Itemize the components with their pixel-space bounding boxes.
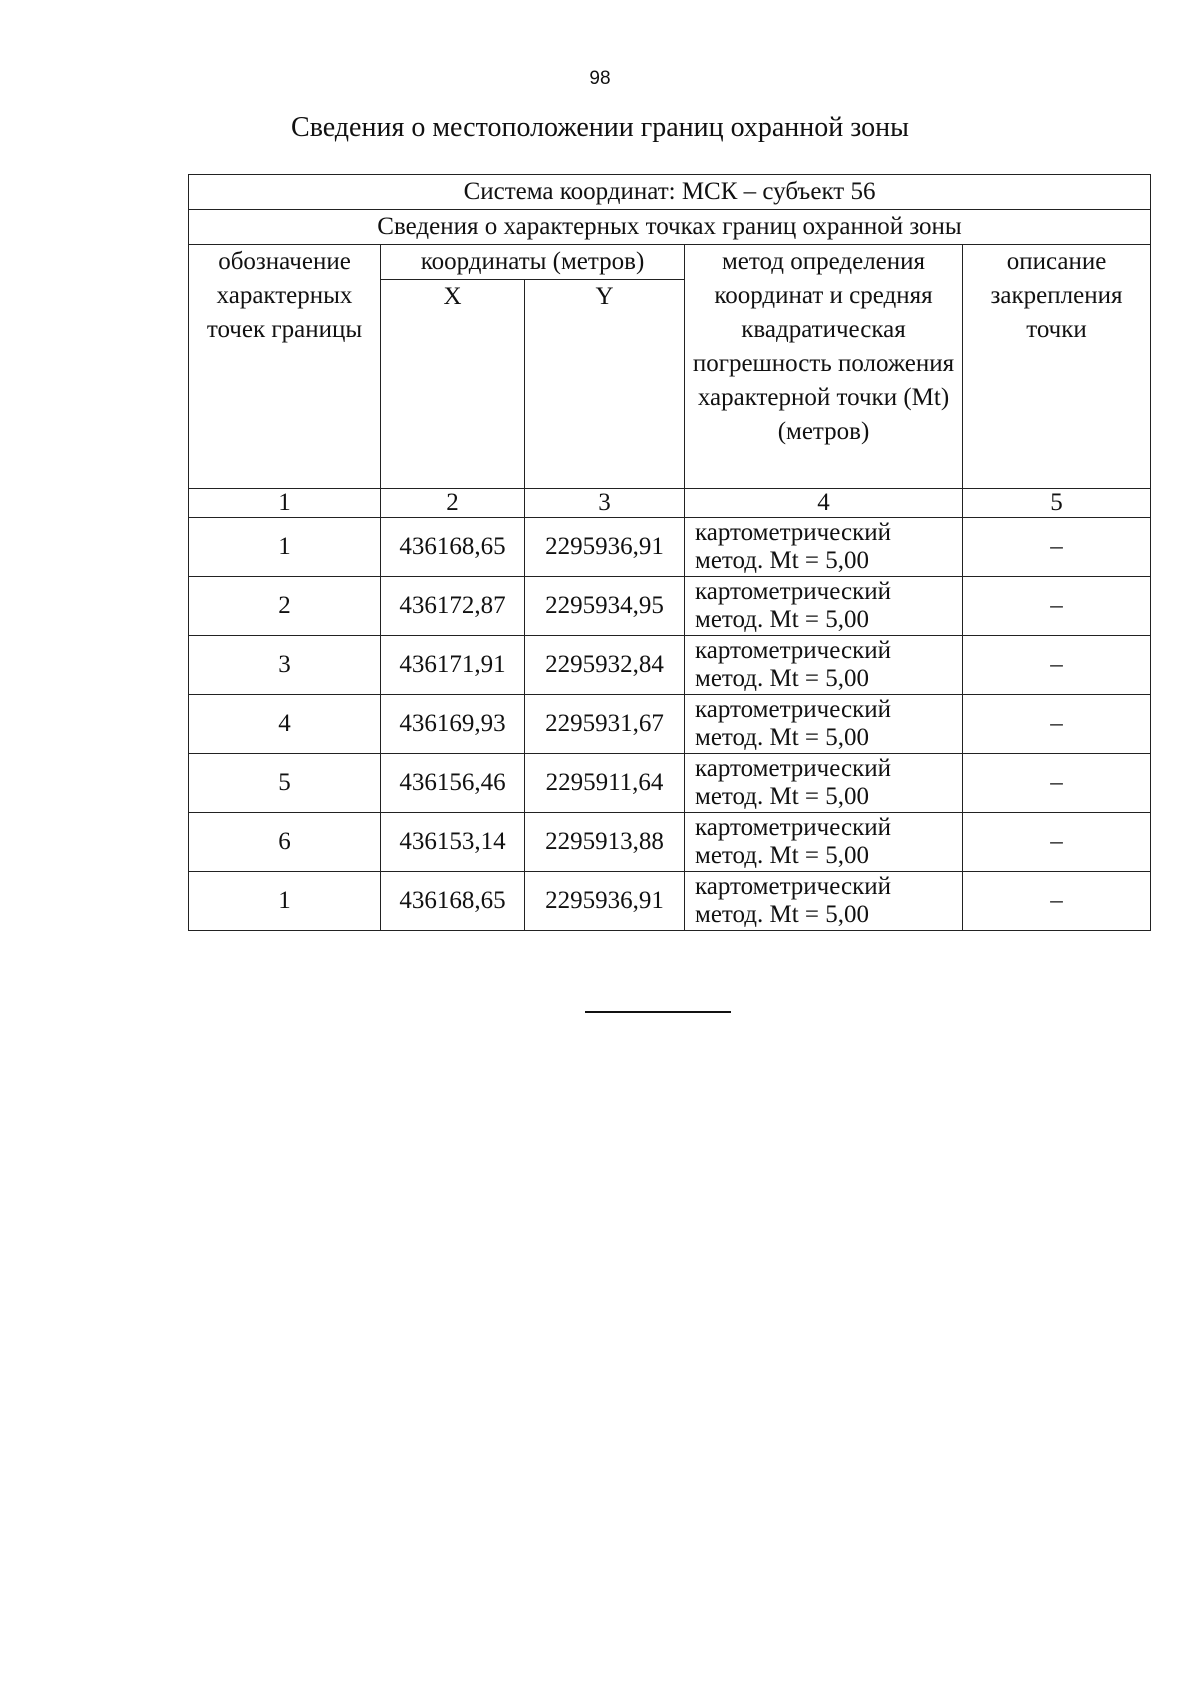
x-cell: 436172,87 — [381, 577, 525, 636]
y-cell: 2295934,95 — [525, 577, 685, 636]
x-cell: 436168,65 — [381, 872, 525, 931]
point-cell: 5 — [189, 754, 381, 813]
method-line: метод. Mt = 5,00 — [695, 783, 870, 810]
table-row — [189, 577, 1151, 636]
column-number: 1 — [189, 489, 381, 518]
method-line: картометрический — [695, 755, 891, 782]
column-number-row — [189, 489, 1151, 518]
table-row — [189, 695, 1151, 754]
method-line: метод. Mt = 5,00 — [695, 901, 870, 928]
description-cell: – — [963, 636, 1151, 695]
header-method: метод определения координат и средняя квадратическая погрешность положения характерной точки (Mt) (метров) — [685, 245, 963, 489]
table-row — [189, 518, 1151, 577]
table-row — [189, 813, 1151, 872]
column-number: 5 — [963, 489, 1151, 518]
header-x: X — [381, 280, 525, 489]
method-cell — [685, 872, 963, 931]
method-line: картометрический — [695, 696, 891, 723]
description-cell: – — [963, 754, 1151, 813]
point-cell: 4 — [189, 695, 381, 754]
header-point-designation: обозначение характерных точек границы — [189, 245, 381, 489]
description-cell: – — [963, 577, 1151, 636]
y-cell: 2295931,67 — [525, 695, 685, 754]
method-line: картометрический — [695, 814, 891, 841]
document-title: Сведения о местоположении границ охранной зоны — [291, 112, 909, 143]
method-line: метод. Mt = 5,00 — [695, 665, 870, 692]
column-number: 3 — [525, 489, 685, 518]
method-line: картометрический — [695, 578, 891, 605]
end-divider — [585, 1011, 731, 1013]
table-row — [189, 872, 1151, 931]
x-cell: 436156,46 — [381, 754, 525, 813]
description-cell: – — [963, 518, 1151, 577]
header-y: Y — [525, 280, 685, 489]
method-line: картометрический — [695, 873, 891, 900]
method-cell — [685, 518, 963, 577]
column-number: 2 — [381, 489, 525, 518]
y-cell: 2295936,91 — [525, 872, 685, 931]
method-line: метод. Mt = 5,00 — [695, 547, 870, 574]
x-cell: 436153,14 — [381, 813, 525, 872]
y-cell: 2295913,88 — [525, 813, 685, 872]
method-cell — [685, 754, 963, 813]
point-cell: 6 — [189, 813, 381, 872]
table-row — [189, 754, 1151, 813]
description-cell: – — [963, 813, 1151, 872]
coord-system-cell: Система координат: МСК – субъект 56 — [189, 175, 1151, 210]
method-cell — [685, 577, 963, 636]
boundary-points-table — [188, 174, 1151, 931]
point-cell: 3 — [189, 636, 381, 695]
point-cell: 1 — [189, 872, 381, 931]
y-cell: 2295911,64 — [525, 754, 685, 813]
point-cell: 1 — [189, 518, 381, 577]
header-description: описание закрепления точки — [963, 245, 1151, 489]
page-number: 98 — [589, 68, 611, 89]
x-cell: 436168,65 — [381, 518, 525, 577]
method-line: картометрический — [695, 519, 891, 546]
section-title-cell: Сведения о характерных точках границ охранной зоны — [189, 210, 1151, 245]
method-cell — [685, 695, 963, 754]
description-cell: – — [963, 872, 1151, 931]
description-cell: – — [963, 695, 1151, 754]
x-cell: 436169,93 — [381, 695, 525, 754]
method-line: картометрический — [695, 637, 891, 664]
method-line: метод. Mt = 5,00 — [695, 724, 870, 751]
y-cell: 2295936,91 — [525, 518, 685, 577]
header-coordinates: координаты (метров) — [381, 245, 685, 280]
method-line: метод. Mt = 5,00 — [695, 842, 870, 869]
column-number: 4 — [685, 489, 963, 518]
method-cell — [685, 813, 963, 872]
y-cell: 2295932,84 — [525, 636, 685, 695]
point-cell: 2 — [189, 577, 381, 636]
x-cell: 436171,91 — [381, 636, 525, 695]
method-cell — [685, 636, 963, 695]
method-line: метод. Mt = 5,00 — [695, 606, 870, 633]
table-row — [189, 636, 1151, 695]
